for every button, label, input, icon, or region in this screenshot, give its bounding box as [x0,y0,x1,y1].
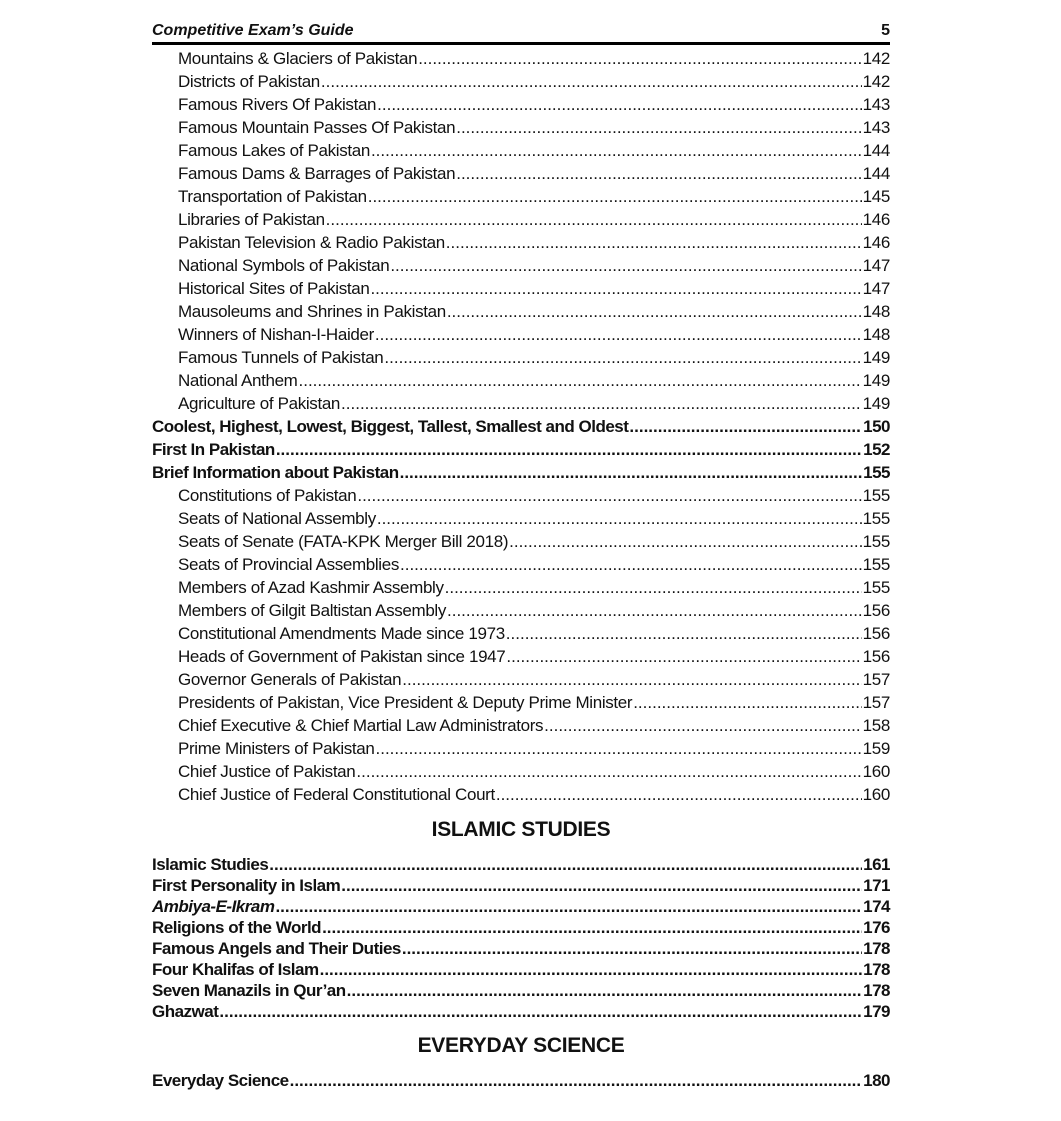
dot-leader [299,369,862,392]
toc-entry-title: Governor Generals of Pakistan [178,670,402,689]
toc-entry[interactable] [152,70,890,93]
dot-leader [320,959,863,980]
toc-entry-title: Famous Angels and Their Duties [152,939,401,958]
dot-leader [269,854,862,875]
toc-entry-title: Constitutional Amendments Made since 1973 [178,624,505,643]
toc-entry[interactable] [152,254,890,277]
toc-entry-title: Seven Manazils in Qur’an [152,981,346,1000]
section-title-everyday-science: EVERYDAY SCIENCE [417,1034,625,1057]
toc-entry-title: Famous Dams & Barrages of Pakistan [178,164,456,183]
dot-leader [402,938,862,959]
toc-entry-title: Famous Rivers Of Pakistan [178,95,377,114]
dot-leader [290,1070,863,1091]
toc-entry[interactable] [152,185,890,208]
toc-entry-page: 149 [862,348,890,367]
toc-entry[interactable] [152,917,890,938]
dot-leader [377,507,862,530]
dot-leader [629,415,862,438]
dot-leader [341,392,862,415]
toc-entry[interactable] [152,875,890,896]
toc-entry[interactable] [152,668,890,691]
toc-entry[interactable] [152,691,890,714]
toc-entry-title: Chief Justice of Pakistan [178,762,356,781]
toc-entry[interactable] [152,1001,890,1022]
dot-leader [370,277,861,300]
toc-entry-title: First Personality in Islam [152,876,341,895]
dot-leader [418,47,861,70]
toc-entry[interactable] [152,783,890,806]
toc-entry-title: Seats of Provincial Assemblies [178,555,399,574]
toc-entry-title: Presidents of Pakistan, Vice President & Deputy Prime Minister [178,693,633,712]
toc-entry[interactable] [152,714,890,737]
toc-entry-title: Members of Azad Kashmir Assembly [178,578,444,597]
toc-entry-page: 155 [862,486,890,505]
toc-entry-title: Districts of Pakistan [178,72,320,91]
dot-leader [447,599,862,622]
dot-leader [384,346,861,369]
dot-leader [341,875,862,896]
toc-entry-page: 143 [862,95,890,114]
toc-entry[interactable] [152,959,890,980]
dot-leader [402,668,861,691]
toc-entry[interactable] [152,484,890,507]
toc-entry-page: 155 [862,555,890,574]
section-title-islamic-studies: ISLAMIC STUDIES [431,818,611,841]
toc-entry-title: Winners of Nishan-I-Haider [178,325,374,344]
toc-entry-page: 176 [863,918,890,937]
book-title: Competitive Exam’s Guide [152,22,354,39]
toc-pakistan-affairs [152,47,890,806]
toc-entry[interactable] [152,980,890,1001]
dot-leader [633,691,861,714]
toc-entry[interactable] [152,530,890,553]
toc-entry-page: 144 [862,141,890,160]
dot-leader [375,323,862,346]
toc-entry[interactable] [152,553,890,576]
dot-leader [326,208,862,231]
toc-entry[interactable] [152,415,890,438]
toc-entry[interactable] [152,576,890,599]
dot-leader [400,461,863,484]
toc-entry-page: 152 [863,440,890,459]
toc-entry-title: Transportation of Pakistan [178,187,367,206]
dot-leader [275,896,862,917]
dot-leader [322,917,862,938]
dot-leader [447,300,862,323]
toc-entry-page: 161 [863,855,890,874]
toc-entry[interactable] [152,93,890,116]
dot-leader [446,231,862,254]
toc-entry-page: 144 [862,164,890,183]
toc-entry-page: 155 [862,532,890,551]
toc-entry-page: 147 [862,279,890,298]
dot-leader [544,714,862,737]
dot-leader [276,438,862,461]
toc-entry-title: National Symbols of Pakistan [178,256,390,275]
toc-entry-page: 156 [862,624,890,643]
dot-leader [347,980,862,1001]
toc-entry-title: Ambiya-E-Ikram [152,897,275,916]
dot-leader [357,484,861,507]
dot-leader [376,737,862,760]
toc-page [152,18,890,1091]
toc-entry-title: Historical Sites of Pakistan [178,279,370,298]
toc-entry-title: Mausoleums and Shrines in Pakistan [178,302,446,321]
toc-entry-title: Coolest, Highest, Lowest, Biggest, Tallest, Smallest and Oldest [152,417,629,436]
toc-everyday-science [152,1070,890,1091]
toc-entry-page: 178 [863,981,890,1000]
toc-entry-page: 157 [862,670,890,689]
toc-entry-title: Mountains & Glaciers of Pakistan [178,49,418,68]
toc-entry-page: 160 [862,762,890,781]
toc-entry[interactable] [152,116,890,139]
toc-entry[interactable] [152,645,890,668]
dot-leader [219,1001,862,1022]
toc-entry[interactable] [152,231,890,254]
toc-entry[interactable] [152,300,890,323]
toc-entry[interactable] [152,438,890,461]
toc-entry-title: Famous Tunnels of Pakistan [178,348,384,367]
dot-leader [371,139,862,162]
toc-entry-page: 142 [862,49,890,68]
toc-entry-page: 171 [863,876,890,895]
toc-entry-page: 178 [863,939,890,958]
toc-entry-title: First In Pakistan [152,440,275,459]
toc-entry-page: 147 [862,256,890,275]
toc-entry-page: 156 [862,601,890,620]
toc-entry-page: 156 [862,647,890,666]
toc-entry-page: 143 [862,118,890,137]
toc-entry-title: Constitutions of Pakistan [178,486,357,505]
toc-entry-page: 180 [863,1071,890,1090]
toc-entry-title: Everyday Science [152,1071,289,1090]
toc-entry[interactable] [152,896,890,917]
toc-entry[interactable] [152,760,890,783]
toc-entry[interactable] [152,938,890,959]
toc-entry-title: Members of Gilgit Baltistan Assembly [178,601,446,620]
toc-entry-page: 179 [863,1002,890,1021]
dot-leader [377,93,862,116]
dot-leader [456,116,861,139]
toc-entry-title: Islamic Studies [152,855,269,874]
toc-entry-page: 149 [862,371,890,390]
dot-leader [509,530,862,553]
toc-entry-page: 148 [862,325,890,344]
toc-entry-title: Famous Lakes of Pakistan [178,141,370,160]
toc-entry[interactable] [152,162,890,185]
toc-entry-title: Seats of Senate (FATA-KPK Merger Bill 2018) [178,532,509,551]
toc-entry-page: 146 [862,210,890,229]
toc-entry[interactable] [152,622,890,645]
toc-entry-title: Religions of the World [152,918,322,937]
toc-entry-page: 146 [862,233,890,252]
running-header [152,18,890,45]
toc-entry-title: Heads of Government of Pakistan since 1947 [178,647,506,666]
toc-entry[interactable] [152,47,890,70]
toc-entry-page: 155 [862,578,890,597]
toc-entry-title: Ghazwat [152,1002,219,1021]
toc-entry-page: 159 [862,739,890,758]
toc-entry-title: Chief Justice of Federal Constitutional Court [178,785,495,804]
dot-leader [456,162,861,185]
toc-entry-title: Agriculture of Pakistan [178,394,341,413]
toc-entry[interactable] [152,346,890,369]
toc-entry[interactable] [152,461,890,484]
dot-leader [321,70,862,93]
toc-entry[interactable] [152,323,890,346]
toc-entry[interactable] [152,369,890,392]
toc-entry-page: 142 [862,72,890,91]
toc-entry[interactable] [152,854,890,875]
toc-entry[interactable] [152,507,890,530]
toc-entry-page: 155 [863,463,890,482]
dot-leader [496,783,862,806]
toc-entry[interactable] [152,208,890,231]
toc-entry[interactable] [152,599,890,622]
toc-entry-title: Brief Information about Pakistan [152,463,399,482]
dot-leader [506,645,861,668]
dot-leader [390,254,861,277]
toc-entry-page: 148 [862,302,890,321]
toc-entry-title: Pakistan Television & Radio Pakistan [178,233,445,252]
toc-entry-page: 155 [862,509,890,528]
toc-entry-title: Famous Mountain Passes Of Pakistan [178,118,456,137]
toc-entry-title: Libraries of Pakistan [178,210,325,229]
toc-entry-title: Four Khalifas of Islam [152,960,319,979]
toc-entry-title: National Anthem [178,371,298,390]
toc-entry-page: 150 [863,417,890,436]
toc-entry-page: 157 [862,693,890,712]
toc-entry[interactable] [152,737,890,760]
toc-entry-page: 149 [862,394,890,413]
dot-leader [368,185,862,208]
page-number: 5 [881,22,890,39]
dot-leader [506,622,862,645]
toc-entry-title: Seats of National Assembly [178,509,376,528]
dot-leader [356,760,861,783]
toc-entry-page: 178 [863,960,890,979]
toc-entry[interactable] [152,139,890,162]
toc-islamic-studies [152,854,890,1022]
toc-entry[interactable] [152,1070,890,1091]
toc-entry-page: 145 [862,187,890,206]
toc-entry-page: 158 [862,716,890,735]
toc-entry-title: Prime Ministers of Pakistan [178,739,375,758]
toc-entry[interactable] [152,392,890,415]
toc-entry[interactable] [152,277,890,300]
dot-leader [400,553,862,576]
dot-leader [445,576,862,599]
toc-entry-title: Chief Executive & Chief Martial Law Administrators [178,716,544,735]
toc-entry-page: 174 [863,897,890,916]
toc-entry-page: 160 [862,785,890,804]
